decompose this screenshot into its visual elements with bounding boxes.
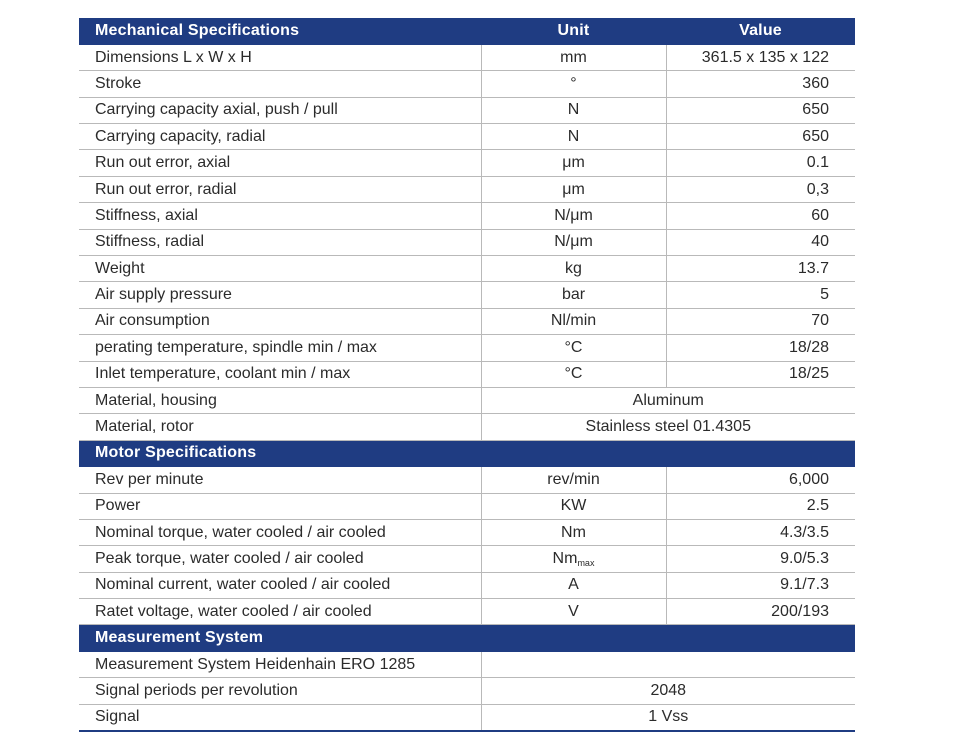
row-value: 200/193 [666,599,855,625]
section-title: Motor Specifications [79,440,855,466]
row-value: 70 [666,308,855,334]
table-row [79,467,855,493]
measurement-section-header [79,625,855,651]
unit-text: Nl/min [550,312,597,330]
section-title: Mechanical Specifications [79,18,481,44]
row-label: Run out error, radial [79,176,481,202]
unit-text: A [568,576,579,594]
section-title: Measurement System [79,625,855,651]
row-label: Rev per minute [79,467,481,493]
row-merged-value: 1 Vss [481,704,855,730]
row-unit [481,519,666,545]
table-row [79,361,855,387]
row-merged-value: 2048 [481,678,855,704]
table-row [79,256,855,282]
row-label: Run out error, axial [79,150,481,176]
unit-text: rev/min [547,470,600,488]
unit-text: KW [560,497,587,515]
row-label: Power [79,493,481,519]
row-value: 360 [666,71,855,97]
mechanical-section-header [79,18,855,44]
row-label: Air supply pressure [79,282,481,308]
row-label: Material, rotor [79,414,481,440]
row-unit [481,493,666,519]
table-row [79,387,855,413]
row-value: 13.7 [666,256,855,282]
table-row [79,282,855,308]
row-value: 0.1 [666,150,855,176]
row-merged-value: Stainless steel 01.4305 [481,414,855,440]
column-header-value: Value [666,18,855,44]
table-row [79,150,855,176]
row-value: 60 [666,203,855,229]
row-value: 650 [666,124,855,150]
row-unit [481,97,666,123]
row-label: Material, housing [79,387,481,413]
unit-subscript: max [577,557,595,568]
table-row [79,651,855,677]
table-row [79,414,855,440]
row-unit [481,361,666,387]
unit-text: N [567,101,580,119]
row-unit [481,44,666,70]
row-value: 6,000 [666,467,855,493]
table-row [79,176,855,202]
row-unit [481,282,666,308]
row-unit [481,546,666,572]
specifications-table [79,18,855,732]
row-value: 650 [666,97,855,123]
row-label: Stroke [79,71,481,97]
row-value: 18/28 [666,335,855,361]
unit-text: μm [562,180,585,198]
row-label: Weight [79,256,481,282]
row-unit [481,572,666,598]
unit-text: kg [565,259,582,277]
unit-text: mm [560,48,587,66]
row-label: Carrying capacity axial, push / pull [79,97,481,123]
table-row [79,572,855,598]
row-label: Signal [79,704,481,730]
row-label: Peak torque, water cooled / air cooled [79,546,481,572]
row-value: 2.5 [666,493,855,519]
row-unit [481,599,666,625]
unit-text: °C [564,365,583,383]
table-row [79,124,855,150]
unit-text: ° [570,74,577,92]
row-label: Dimensions L x W x H [79,44,481,70]
table-row [79,678,855,704]
unit-text: °C [564,338,583,356]
table-row [79,229,855,255]
row-label: Signal periods per revolution [79,678,481,704]
unit-text: Nm [552,549,578,567]
row-label: Nominal torque, water cooled / air cooled [79,519,481,545]
row-label: perating temperature, spindle min / max [79,335,481,361]
row-value: 0,3 [666,176,855,202]
motor-section-header [79,440,855,466]
column-header-unit: Unit [481,18,666,44]
row-unit [481,124,666,150]
unit-text: Nm [561,523,586,541]
row-label: Air consumption [79,308,481,334]
row-unit [481,256,666,282]
unit-text: N/μm [554,233,593,251]
table-row [79,546,855,572]
row-value: 18/25 [666,361,855,387]
row-label: Measurement System Heidenhain ERO 1285 [79,651,481,677]
row-label: Inlet temperature, coolant min / max [79,361,481,387]
unit-text: bar [561,286,586,304]
row-unit [481,308,666,334]
row-label: Stiffness, radial [79,229,481,255]
table-row [79,44,855,70]
row-unit [481,176,666,202]
row-value: 361.5 x 135 x 122 [666,44,855,70]
row-label: Stiffness, axial [79,203,481,229]
row-unit [481,71,666,97]
table-row [79,493,855,519]
row-value: 9.1/7.3 [666,572,855,598]
table-row [79,599,855,625]
table-row [79,71,855,97]
row-unit [481,335,666,361]
unit-text: V [568,602,579,620]
row-value: 40 [666,229,855,255]
table-row [79,519,855,545]
table-row [79,308,855,334]
table-row [79,335,855,361]
row-label: Carrying capacity, radial [79,124,481,150]
row-label: Ratet voltage, water cooled / air cooled [79,599,481,625]
table-row [79,704,855,730]
row-value: 9.0/5.3 [666,546,855,572]
row-unit [481,229,666,255]
row-value: 5 [666,282,855,308]
row-unit [481,150,666,176]
unit-text: μm [562,154,585,172]
row-label: Nominal current, water cooled / air cooled [79,572,481,598]
table-row [79,97,855,123]
table-row [79,203,855,229]
row-merged-value: Aluminum [481,387,855,413]
unit-text: N [567,127,580,145]
row-value: 4.3/3.5 [666,519,855,545]
specifications-body [79,18,855,731]
row-unit [481,203,666,229]
row-unit [481,467,666,493]
unit-text: N/μm [554,206,593,224]
row-merged-value [481,651,855,677]
